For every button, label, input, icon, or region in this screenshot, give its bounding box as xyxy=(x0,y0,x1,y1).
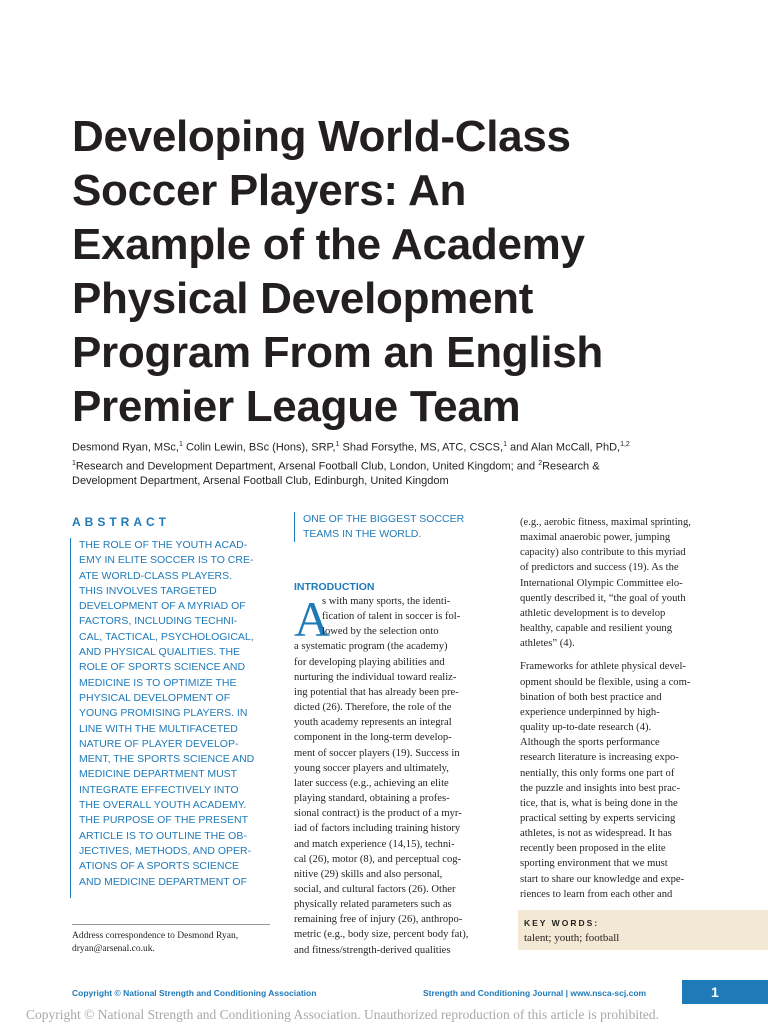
body-line: bination of both best practice and xyxy=(520,691,662,703)
body-line: social, and cultural factors (26). Other xyxy=(294,883,456,895)
body-line: for developing playing abilities and xyxy=(294,656,445,668)
correspondence-line: Address correspondence to Desmond Ryan, xyxy=(72,931,239,941)
affiliation-line: Development Department, Arsenal Football Club, Edinburgh, United Kingdom xyxy=(72,475,449,488)
body-line: of predictors and success (19). As the xyxy=(520,562,679,574)
affiliation-text: Research and Development Department, Arsenal Football Club, London, United Kingdom; and xyxy=(75,460,539,473)
abstract-line: MEDICINE IS TO OPTIMIZE THE xyxy=(79,676,237,689)
author-name: and Alan McCall, PhD, xyxy=(506,441,621,454)
body-line: maximal anaerobic power, jumping xyxy=(520,532,671,544)
body-line: s with many sports, the identi- xyxy=(322,596,451,607)
body-line: experience underpinned by high- xyxy=(520,706,660,718)
abstract-continuation xyxy=(294,512,499,542)
body-line: metric (e.g., body size, percent body fat), xyxy=(294,929,469,941)
affiliation-line xyxy=(72,456,732,475)
keywords-value: talent; youth; football xyxy=(524,932,620,944)
affiliation-mark: 1 xyxy=(503,441,507,448)
title-line: Example of the Academy xyxy=(72,220,585,269)
body-line: lowed by the selection onto xyxy=(322,626,439,638)
page-number-box xyxy=(682,980,768,1004)
body-line: fication of talent in soccer is fol- xyxy=(322,611,461,623)
body-line: ment of soccer players (19). Success in xyxy=(294,747,460,759)
body-line: component in the long-term develop- xyxy=(294,732,452,744)
abstract-line: NATURE OF PLAYER DEVELOP- xyxy=(79,737,239,750)
abstract-line: JECTIVES, METHODS, AND OPER- xyxy=(79,844,252,857)
abstract-heading: ABSTRACT xyxy=(72,515,170,529)
abstract-line: THIS INVOLVES TARGETED xyxy=(79,584,217,597)
title-line: Soccer Players: An xyxy=(72,166,467,215)
body-line: nentially, this only forms one part of xyxy=(520,767,675,779)
author-name: Desmond Ryan, MSc, xyxy=(72,441,179,454)
abstract-body xyxy=(70,538,279,898)
correspondence-email[interactable]: dryan@arsenal.co.uk. xyxy=(72,944,155,954)
page-number: 1 xyxy=(711,984,719,1000)
body-line: research literature is increasing expo- xyxy=(520,752,679,764)
body-line: ing potential that has already been pre- xyxy=(294,686,459,698)
affiliation-text: Research & xyxy=(542,460,600,473)
body-line: Frameworks for athlete physical devel- xyxy=(520,661,686,673)
body-line: capacity) also contribute to this myriad xyxy=(520,547,686,559)
introduction-heading: INTRODUCTION xyxy=(294,581,375,593)
abstract-line: INTEGRATE EFFECTIVELY INTO xyxy=(79,783,239,796)
abstract-line: THE ROLE OF THE YOUTH ACAD- xyxy=(79,539,248,551)
body-line: riences to learn from each other and xyxy=(520,888,673,900)
abstract-line: CAL, TACTICAL, PSYCHOLOGICAL, xyxy=(79,630,254,643)
body-line: healthy, capable and resilient young xyxy=(520,623,672,635)
abstract-line: PHYSICAL DEVELOPMENT OF xyxy=(79,691,231,704)
body-line: the puzzle and insights into best prac- xyxy=(520,782,681,794)
body-line: sporting environment that we must xyxy=(520,858,668,870)
body-line: opment should be flexible, using a com- xyxy=(520,676,691,688)
body-line: physically related parameters such as xyxy=(294,899,452,911)
footnote-divider xyxy=(72,924,270,925)
abstract-line: AND MEDICINE DEPARTMENT OF xyxy=(79,875,248,888)
title-line: Premier League Team xyxy=(72,382,521,431)
body-line: start to share our knowledge and expe- xyxy=(520,873,685,885)
body-line: quently described it, “the goal of youth xyxy=(520,592,686,604)
body-line: remaining free of injury (26), anthropo- xyxy=(294,914,463,926)
article-title xyxy=(72,110,752,434)
body-line: youth academy represents an integral xyxy=(294,717,452,729)
abstract-line: ATIONS OF A SPORTS SCIENCE xyxy=(79,860,240,873)
abstract-line: THE PURPOSE OF THE PRESENT xyxy=(79,814,248,827)
abstract-line: ROLE OF SPORTS SCIENCE AND xyxy=(79,661,246,674)
abstract-line: FACTORS, INCLUDING TECHNI- xyxy=(79,615,238,628)
affiliation-mark: 1 xyxy=(335,441,340,448)
title-line: Program From an English xyxy=(72,328,603,377)
body-line: dicted (26). Therefore, the role of the xyxy=(294,702,452,714)
title-line: Physical Development xyxy=(72,274,534,323)
keywords-box xyxy=(518,910,768,950)
body-line: and match experience (14,15), techni- xyxy=(294,838,455,850)
body-line: playing standard, obtaining a profes- xyxy=(294,793,450,805)
abstract-line: YOUNG PROMISING PLAYERS. IN xyxy=(79,707,248,720)
footer-journal: Strength and Conditioning Journal | www.nsca-scj.com xyxy=(423,988,647,998)
copyright-notice: Copyright © National Strength and Conditioning Association. Unauthorized reproduction of this article is prohibited. xyxy=(26,1007,660,1022)
footer-copyright: Copyright © National Strength and Conditioning Association xyxy=(72,988,317,998)
body-line: nitive (29) skills and also personal, xyxy=(294,868,443,880)
introduction-column xyxy=(294,591,494,958)
author-block xyxy=(72,437,732,489)
abstract-line: MENT, THE SPORTS SCIENCE AND xyxy=(79,753,255,766)
drop-cap: A xyxy=(294,591,331,647)
body-line: quality up-to-date research (4). xyxy=(520,722,652,734)
author-name: Colin Lewin, BSc (Hons), SRP, xyxy=(182,441,336,454)
body-line: (e.g., aerobic fitness, maximal sprinting, xyxy=(520,517,691,528)
affiliation-mark: 1 xyxy=(72,459,76,467)
body-line: a systematic program (the academy) xyxy=(294,641,448,653)
abstract-line: THE OVERALL YOUTH ACADEMY. xyxy=(79,799,247,812)
body-line: Although the sports performance xyxy=(520,737,660,749)
body-column-right xyxy=(520,515,720,902)
abstract-line: MEDICINE DEPARTMENT MUST xyxy=(79,768,238,781)
affiliation-mark: 1 xyxy=(178,441,183,448)
abstract-line: TEAMS IN THE WORLD. xyxy=(303,528,422,540)
body-line: young soccer players and ultimately, xyxy=(294,762,449,774)
body-line: sional contract) is the product of a myr- xyxy=(294,808,462,820)
abstract-line: LINE WITH THE MULTIFACETED xyxy=(79,722,238,735)
abstract-line: ARTICLE IS TO OUTLINE THE OB- xyxy=(79,829,247,842)
affiliation-mark: 1,2 xyxy=(620,441,630,448)
body-line: tice, that is, what is being done in the xyxy=(520,797,678,809)
keywords-label: KEY WORDS: xyxy=(524,918,600,928)
body-line: and fitness/strength-derived qualities xyxy=(294,944,451,956)
body-line: athletes, is not as widespread. It has xyxy=(520,828,672,840)
abstract-line: EMY IN ELITE SOCCER IS TO CRE- xyxy=(79,554,254,567)
author-name: Shad Forsythe, MS, ATC, CSCS, xyxy=(339,441,504,454)
body-line: athletic development is to develop xyxy=(520,607,666,619)
title-line: Developing World-Class xyxy=(72,112,571,161)
body-line: nurturing the individual toward realiz- xyxy=(294,671,457,683)
affiliation-mark: 2 xyxy=(538,459,543,467)
author-line xyxy=(72,437,732,456)
abstract-line: AND PHYSICAL QUALITIES. THE xyxy=(79,646,241,659)
body-line: athletes” (4). xyxy=(520,638,575,650)
abstract-line: ONE OF THE BIGGEST SOCCER xyxy=(303,513,465,525)
body-line: International Olympic Committee elo- xyxy=(520,577,683,589)
body-line: iad of factors including training history xyxy=(294,823,461,835)
correspondence-note xyxy=(72,930,272,956)
abstract-line: DEVELOPMENT OF A MYRIAD OF xyxy=(79,600,246,613)
body-line: recently been proposed in the elite xyxy=(520,843,666,855)
body-line: practical setting by experts servicing xyxy=(520,812,676,824)
body-line: later success (e.g., achieving an elite xyxy=(294,777,449,789)
abstract-line: ATE WORLD-CLASS PLAYERS. xyxy=(79,569,233,582)
body-line: cal (26), motor (8), and perceptual cog- xyxy=(294,853,462,865)
